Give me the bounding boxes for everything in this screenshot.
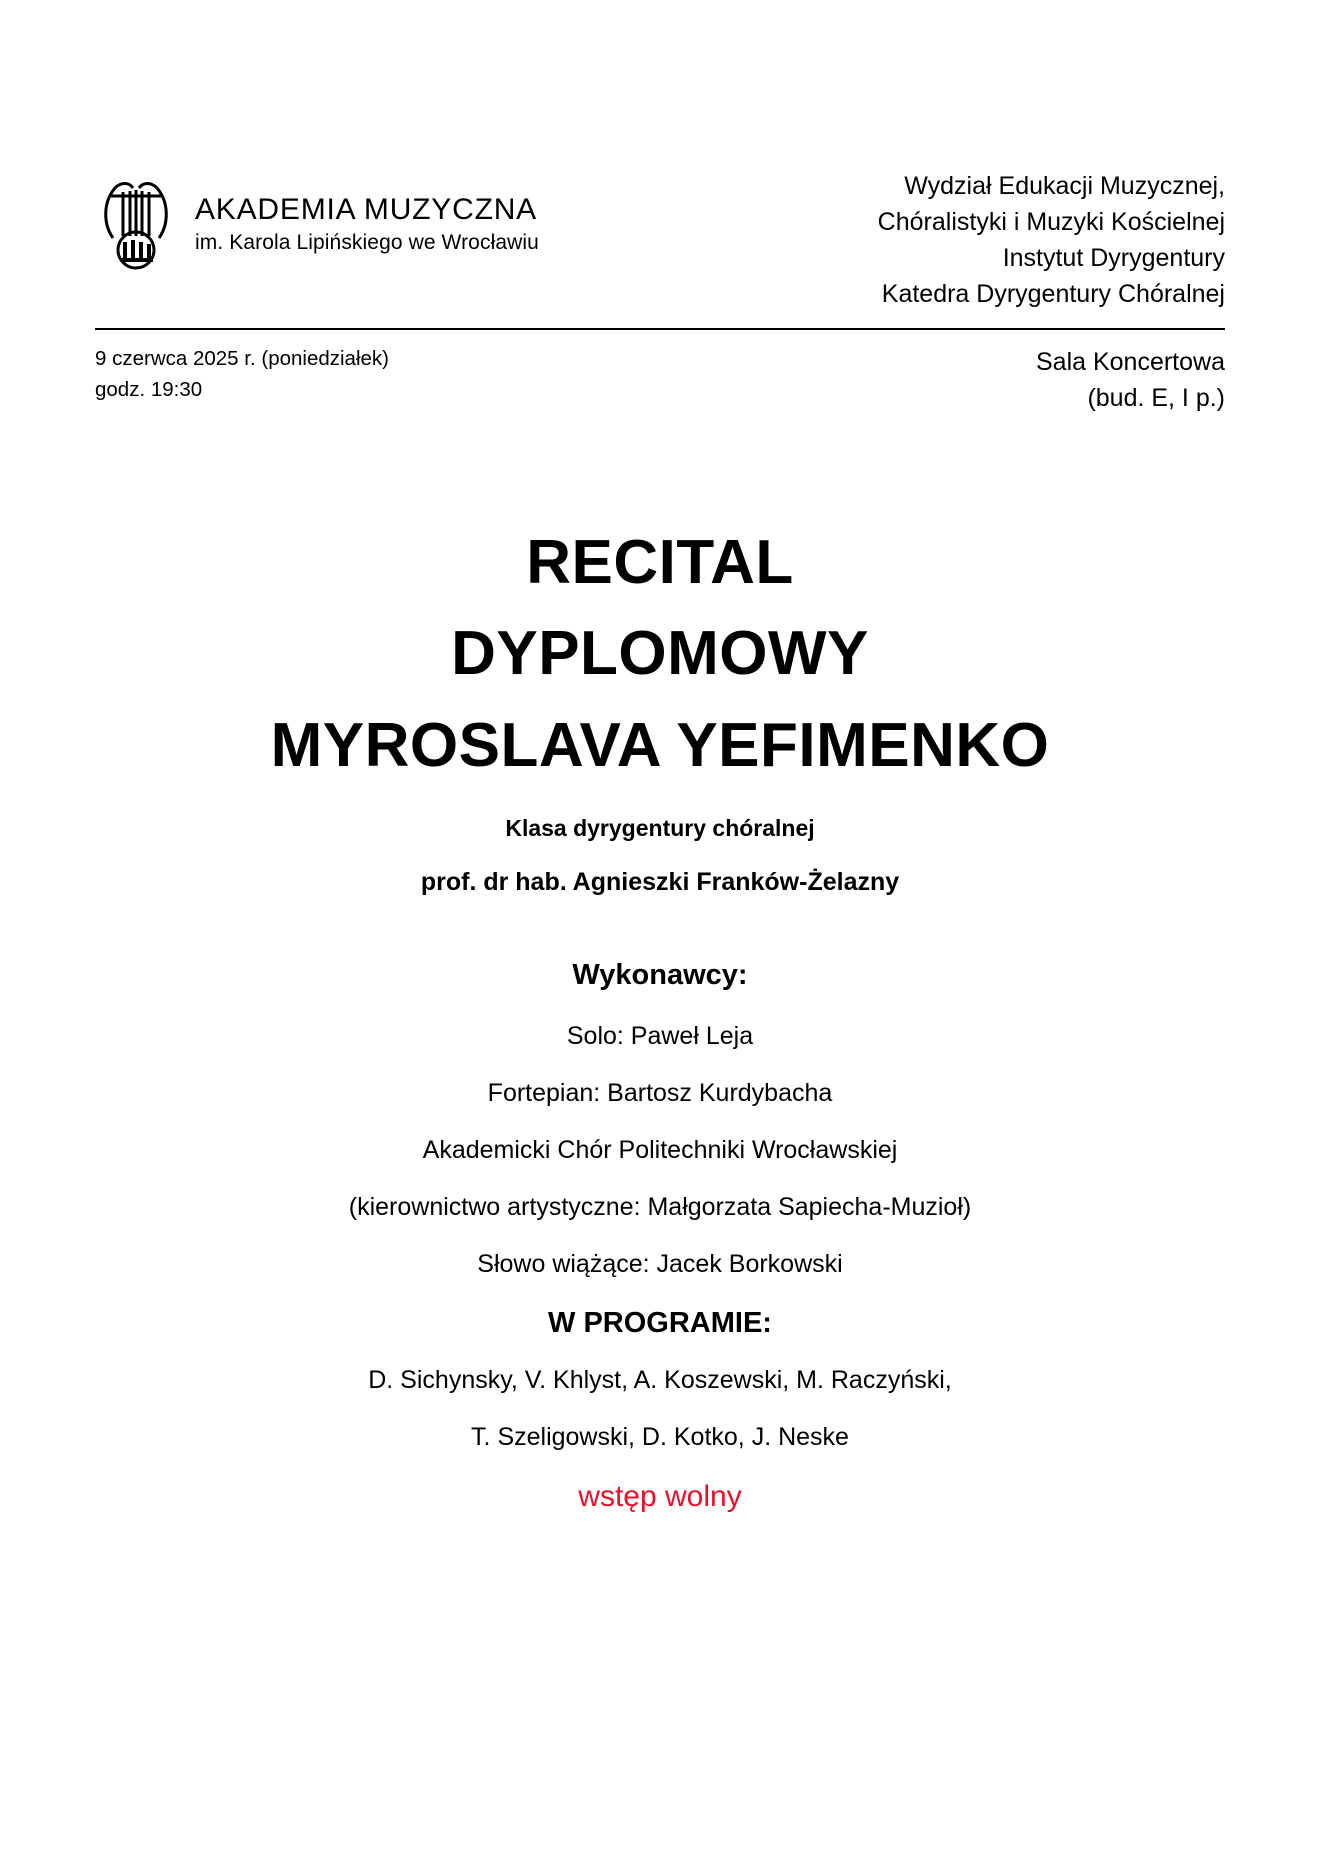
performer-line: Słowo wiążące: Jacek Borkowski <box>477 1250 843 1279</box>
event-datetime <box>95 344 389 406</box>
venue-name: Sala Koncertowa <box>1035 348 1225 376</box>
performer-line: Fortepian: Bartosz Kurdybacha <box>487 1079 833 1108</box>
program-line: T. Szeligowski, D. Kotko, J. Neske <box>471 1423 849 1452</box>
title-line-3: MYROSLAVA YEFIMENKO <box>270 710 1050 780</box>
class-label: Klasa dyrygentury chóralnej <box>505 815 815 842</box>
program-line: D. Sichynsky, V. Khlyst, A. Koszewski, M. Raczyński, <box>368 1366 952 1395</box>
lyre-icon <box>95 176 177 272</box>
performers-section <box>95 959 1225 1279</box>
faculty-line-2: Chóralistyki i Muzyki Kościelnej <box>877 208 1225 236</box>
event-meta <box>95 344 1225 417</box>
academy-subtitle: im. Karola Lipińskiego we Wrocławiu <box>195 231 539 255</box>
academy-name-block <box>195 193 539 254</box>
professor-label: prof. dr hab. Agnieszki Franków-Żelazny <box>420 868 900 897</box>
performer-line: Akademicki Chór Politechniki Wrocławskiej <box>422 1136 898 1165</box>
program-heading: W PROGRAMIE: <box>548 1307 772 1340</box>
faculty-line-1: Wydział Edukacji Muzycznej, <box>904 172 1225 200</box>
header-divider <box>95 328 1225 330</box>
faculty-line-4: Katedra Dyrygentury Chóralnej <box>881 280 1225 308</box>
poster-header <box>95 0 1225 312</box>
venue-detail: (bud. E, I p.) <box>1087 384 1225 413</box>
performers-heading: Wykonawcy: <box>572 959 748 992</box>
title-line-1: RECITAL <box>526 527 794 597</box>
faculty-block <box>878 168 1225 312</box>
academy-branding <box>95 168 539 272</box>
title-line-2: DYPLOMOWY <box>451 619 869 689</box>
admission-note: wstęp wolny <box>578 1480 742 1514</box>
faculty-line-3: Instytut Dyrygentury <box>1002 244 1225 272</box>
event-time: godz. 19:30 <box>95 377 203 401</box>
poster-title-block <box>95 525 1225 784</box>
academy-name: AKADEMIA MUZYCZNA <box>195 193 537 227</box>
performer-line: (kierownictwo artystyczne: Małgorzata Sapiecha-Muzioł) <box>348 1193 972 1222</box>
event-date: 9 czerwca 2025 r. (poniedziałek) <box>95 347 389 370</box>
event-venue <box>1036 344 1225 417</box>
performer-line: Solo: Paweł Leja <box>566 1022 754 1051</box>
